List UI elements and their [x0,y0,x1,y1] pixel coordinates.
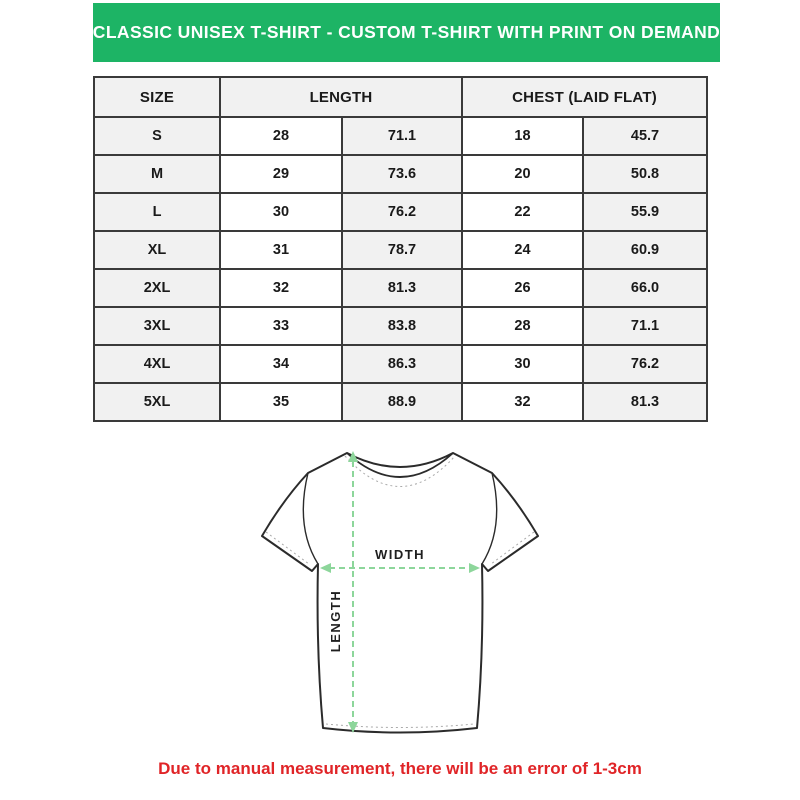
measurement-value-cell: 45.7 [583,117,707,155]
title-banner [93,3,720,62]
width-dimension-label: WIDTH [374,547,426,562]
size-label-cell: 2XL [94,269,220,307]
measurement-value-cell: 31 [220,231,342,269]
measurement-value-cell: 86.3 [342,345,462,383]
page-title: CLASSIC UNISEX T-SHIRT - CUSTOM T-SHIRT WITH PRINT ON DEMAND [92,22,721,42]
measurement-value-cell: 20 [462,155,583,193]
size-table-row [94,193,707,231]
measurement-value-cell: 81.3 [342,269,462,307]
measurement-value-cell: 30 [462,345,583,383]
measurement-error-note: Due to manual measurement, there will be an error of 1-3cm [158,759,642,778]
size-table-row [94,269,707,307]
size-table-header-row [94,77,707,117]
measurement-value-cell: 34 [220,345,342,383]
measurement-value-cell: 71.1 [583,307,707,345]
measurement-value-cell: 66.0 [583,269,707,307]
measurement-value-cell: 78.7 [342,231,462,269]
measurement-value-cell: 76.2 [583,345,707,383]
measurement-value-cell: 18 [462,117,583,155]
measurement-value-cell: 55.9 [583,193,707,231]
measurement-value-cell: 50.8 [583,155,707,193]
measurement-value-cell: 35 [220,383,342,421]
header-length: LENGTH [220,77,462,117]
size-table-row [94,307,707,345]
measurement-value-cell: 33 [220,307,342,345]
size-table-row [94,231,707,269]
length-dimension-label: LENGTH [328,589,343,653]
size-label-cell: 5XL [94,383,220,421]
measurement-value-cell: 28 [462,307,583,345]
measurement-value-cell: 81.3 [583,383,707,421]
size-table-row [94,345,707,383]
measurement-value-cell: 32 [462,383,583,421]
size-label-cell: 3XL [94,307,220,345]
size-label-cell: S [94,117,220,155]
measurement-value-cell: 22 [462,193,583,231]
header-chest: CHEST (LAID FLAT) [462,77,707,117]
size-table-row [94,155,707,193]
measurement-value-cell: 88.9 [342,383,462,421]
measurement-value-cell: 76.2 [342,193,462,231]
size-label-cell: XL [94,231,220,269]
measurement-value-cell: 24 [462,231,583,269]
measurement-value-cell: 73.6 [342,155,462,193]
size-table [93,76,708,422]
measurement-value-cell: 26 [462,269,583,307]
measurement-value-cell: 60.9 [583,231,707,269]
measurement-value-cell: 83.8 [342,307,462,345]
header-size: SIZE [94,77,220,117]
size-table-row [94,383,707,421]
size-table-body [94,117,707,421]
size-table-row [94,117,707,155]
measurement-value-cell: 28 [220,117,342,155]
measurement-value-cell: 71.1 [342,117,462,155]
measurement-value-cell: 29 [220,155,342,193]
measurement-value-cell: 30 [220,193,342,231]
size-label-cell: 4XL [94,345,220,383]
measurement-value-cell: 32 [220,269,342,307]
tshirt-outline [262,453,538,733]
size-label-cell: M [94,155,220,193]
tshirt-measurement-diagram [250,437,550,752]
size-label-cell: L [94,193,220,231]
